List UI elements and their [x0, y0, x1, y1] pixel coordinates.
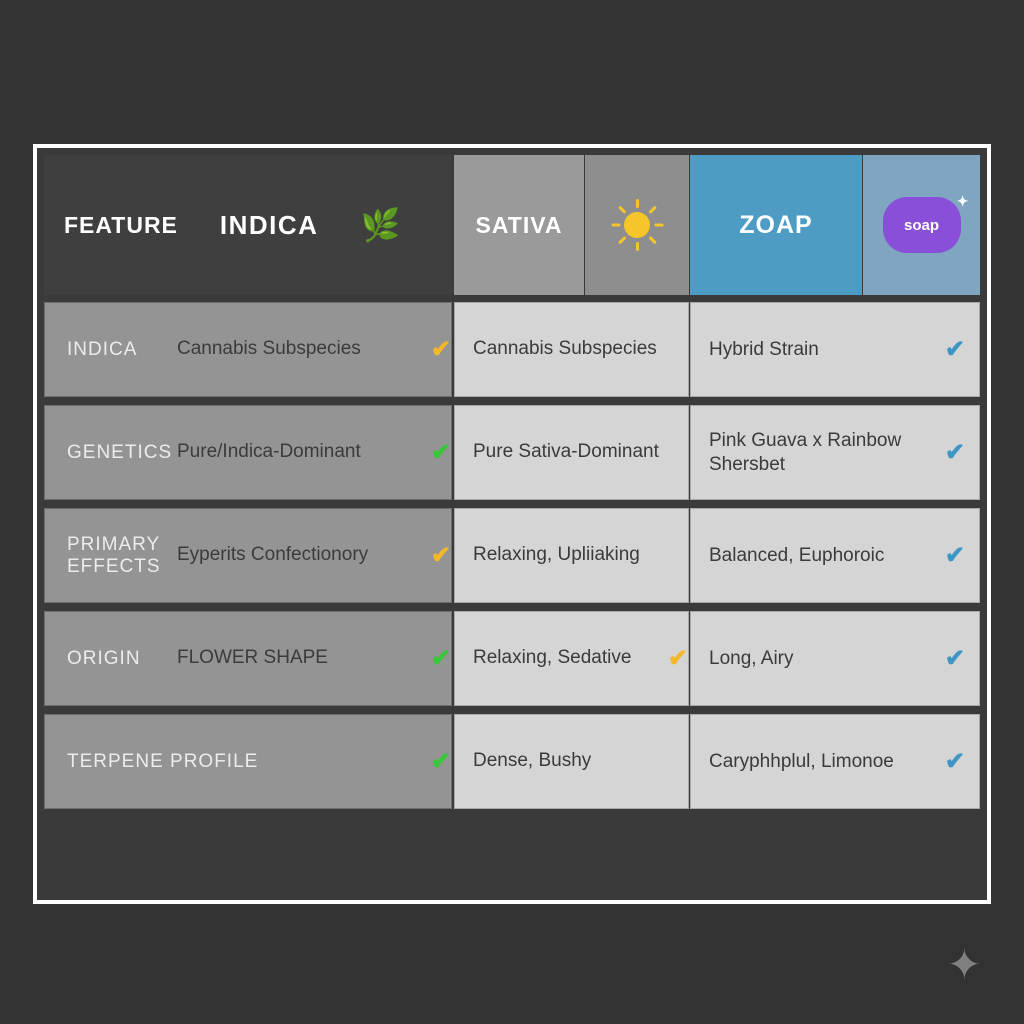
sativa-value: Relaxing, Upliiaking [473, 544, 640, 566]
header-cell-feature [44, 155, 452, 295]
sativa-cell [454, 405, 689, 500]
table-row [44, 405, 980, 500]
zoap-value: Long, Airy [709, 647, 794, 669]
header-indica-label: INDICA [219, 209, 319, 240]
sativa-cell [454, 508, 689, 603]
header-zoap-label: ZOAP [739, 210, 813, 239]
feature-label: ORIGIN [67, 647, 141, 669]
cannabis-leaf-icon: 🌿 [360, 207, 401, 243]
sativa-value: Pure Sativa-Dominant [473, 441, 659, 463]
sparkle-icon: ✦ [956, 193, 969, 209]
sativa-check-icon: ✔ [667, 645, 688, 672]
sativa-cell [454, 714, 689, 809]
zoap-value: Caryphhplul, Limonoe [709, 750, 894, 772]
header-sativa-label: SATIVA [475, 211, 563, 238]
zoap-cell [690, 302, 980, 397]
header-cell-sativa-icon [585, 155, 689, 295]
sativa-cell [454, 611, 689, 706]
sparkle-watermark-icon: ✦ [946, 941, 982, 988]
header-cell-zoap [690, 155, 862, 295]
indica-value: Eyperits Confectionory [177, 544, 369, 566]
zoap-value: Hybrid Strain [709, 338, 819, 360]
zoap-cell [690, 714, 980, 809]
sun-icon [611, 199, 663, 251]
indica-check-icon: ✔ [430, 336, 451, 363]
indica-check-icon: ✔ [430, 439, 451, 466]
feature-cell [44, 508, 452, 603]
feature-label: TERPENE PROFILE [67, 750, 259, 772]
sativa-cell [454, 302, 689, 397]
soap-icon-text: soap [903, 216, 939, 234]
feature-cell [44, 302, 452, 397]
indica-check-icon: ✔ [430, 542, 451, 569]
indica-check-icon: ✔ [430, 645, 451, 672]
zoap-cell [690, 405, 980, 500]
feature-label: PRIMARY EFFECTS [67, 533, 161, 577]
indica-value: FLOWER SHAPE [177, 647, 328, 669]
sativa-value: Dense, Bushy [473, 750, 592, 772]
table-row [44, 508, 980, 603]
zoap-cell [690, 611, 980, 706]
feature-cell [44, 714, 452, 809]
zoap-check-icon: ✔ [944, 439, 965, 466]
table-row [44, 714, 980, 809]
zoap-cell [690, 508, 980, 603]
comparison-table [44, 155, 980, 815]
indica-check-icon: ✔ [430, 748, 451, 775]
table-row [44, 302, 980, 397]
zoap-check-icon: ✔ [944, 645, 965, 672]
header-feature-label: FEATURE [64, 211, 178, 238]
header-cell-sativa [454, 155, 584, 295]
zoap-check-icon: ✔ [944, 748, 965, 775]
feature-label: INDICA [67, 338, 138, 360]
feature-cell [44, 405, 452, 500]
zoap-check-icon: ✔ [944, 336, 965, 363]
indica-value: Pure/Indica-Dominant [177, 441, 361, 463]
sativa-value: Cannabis Subspecies [473, 338, 657, 360]
table-row [44, 611, 980, 706]
table-header-row [44, 155, 980, 295]
sativa-value: Relaxing, Sedative [473, 647, 632, 669]
zoap-value: Balanced, Euphoroic [709, 544, 885, 566]
zoap-value: Pink Guava x Rainbow Shersbet [709, 430, 902, 475]
indica-value: Cannabis Subspecies [177, 338, 361, 360]
zoap-check-icon: ✔ [944, 542, 965, 569]
feature-label: GENETICS [67, 441, 173, 463]
feature-cell [44, 611, 452, 706]
header-cell-zoap-icon [863, 155, 980, 295]
soap-bar-icon [883, 193, 969, 253]
